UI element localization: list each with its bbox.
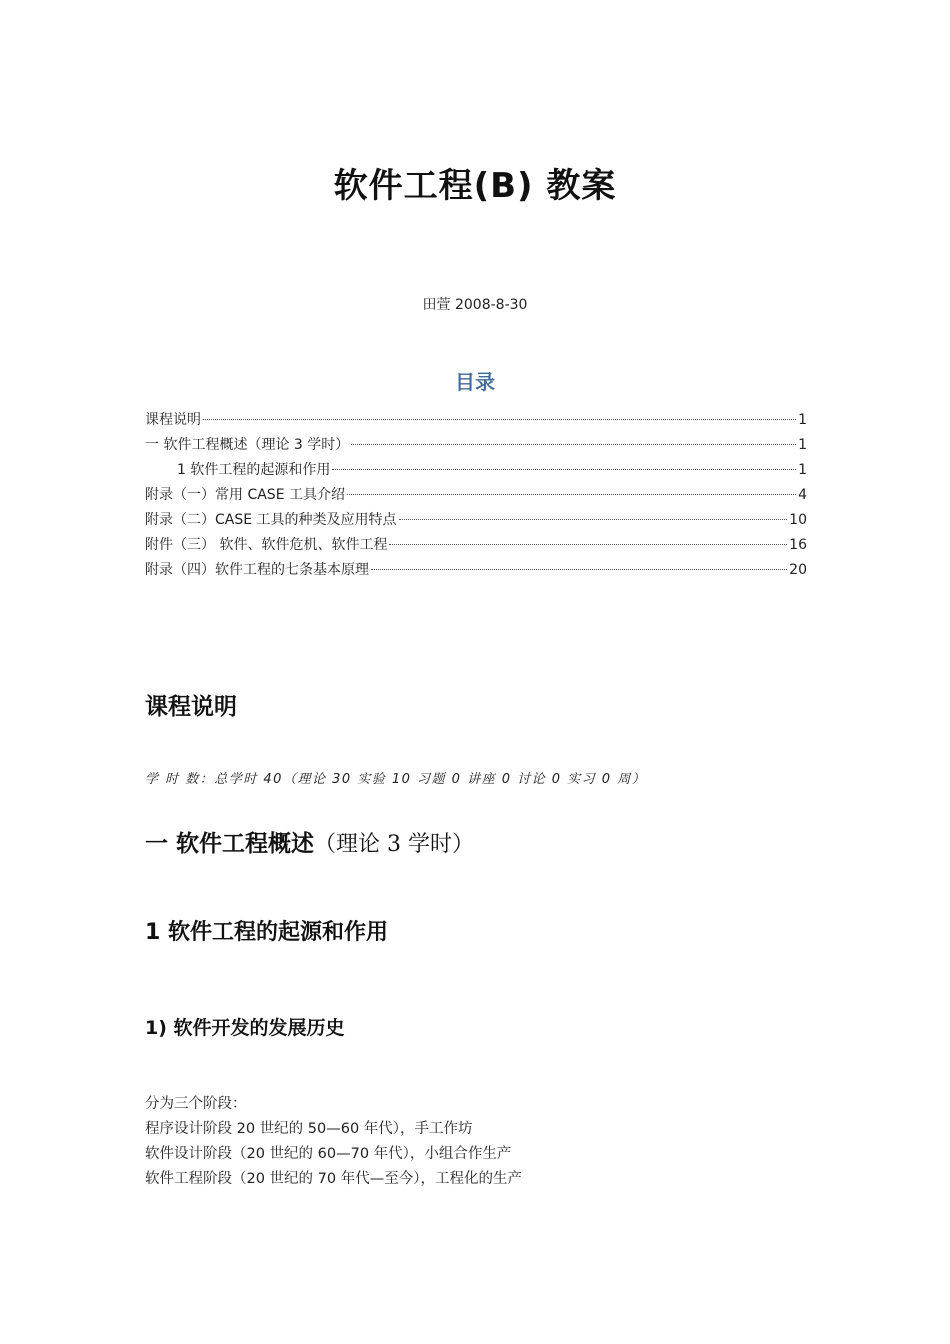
toc-entry[interactable] [145, 534, 807, 559]
subsection-1-heading: 1) 软件开发的发展历史 [145, 1017, 345, 1039]
toc-leader [371, 569, 787, 570]
toc-entry-label: 1 软件工程的起源和作用 [177, 462, 331, 478]
section-1-heading: 1 软件工程的起源和作用 [145, 920, 388, 945]
toc-entry-page: 1 [798, 412, 807, 428]
toc-entry[interactable] [145, 484, 807, 509]
toc-leader [351, 444, 796, 445]
course-hours-line: 学 时 数：总学时 40（理论 30 实验 10 习题 0 讲座 0 讨论 0 实习 0 周） [145, 772, 647, 787]
toc-entry-label: 一 软件工程概述（理论 3 学时） [145, 437, 350, 453]
toc-entry-label: 附录（一）常用 CASE 工具介绍 [145, 487, 345, 503]
toc-entry-label: 课程说明 [145, 412, 201, 428]
body-line: 软件设计阶段（20 世纪的 60—70 年代），小组合作生产 [145, 1146, 512, 1162]
author-date-line: 田萱 2008-8-30 [422, 297, 528, 313]
toc-leader [399, 519, 788, 520]
toc-entry-page: 10 [789, 512, 807, 528]
chapter-1-title: 一 软件工程概述 [145, 831, 315, 857]
toc-leader [332, 469, 796, 470]
toc-entry[interactable] [145, 459, 807, 484]
body-line: 分为三个阶段： [145, 1096, 247, 1112]
body-paragraph [145, 1092, 522, 1192]
toc-entry[interactable] [145, 434, 807, 459]
toc-entry[interactable] [145, 509, 807, 534]
table-of-contents [145, 409, 807, 584]
toc-entry-page: 1 [798, 462, 807, 478]
toc-entry-page: 4 [798, 487, 807, 503]
toc-leader [203, 419, 796, 420]
toc-entry-page: 16 [789, 537, 807, 553]
body-line: 软件工程阶段（20 世纪的 70 年代—至今），工程化的生产 [145, 1171, 522, 1187]
toc-entry[interactable] [145, 409, 807, 434]
toc-entry-label: 附录（四）软件工程的七条基本原理 [145, 562, 369, 578]
toc-entry-page: 1 [798, 437, 807, 453]
toc-entry-page: 20 [789, 562, 807, 578]
document-title: 软件工程(B) 教案 [333, 166, 617, 206]
toc-entry[interactable] [145, 559, 807, 584]
toc-entry-label: 附录（二）CASE 工具的种类及应用特点 [145, 512, 397, 528]
toc-leader [389, 544, 787, 545]
chapter-1-hours: （理论 3 学时） [314, 832, 474, 857]
course-description-heading: 课程说明 [145, 694, 237, 720]
toc-leader [347, 494, 796, 495]
toc-heading: 目录 [455, 370, 495, 394]
body-line: 程序设计阶段 20 世纪的 50—60 年代），手工作坊 [145, 1121, 473, 1137]
toc-entry-label: 附件（三） 软件、软件危机、软件工程 [145, 537, 388, 553]
chapter-1-heading [145, 825, 474, 858]
